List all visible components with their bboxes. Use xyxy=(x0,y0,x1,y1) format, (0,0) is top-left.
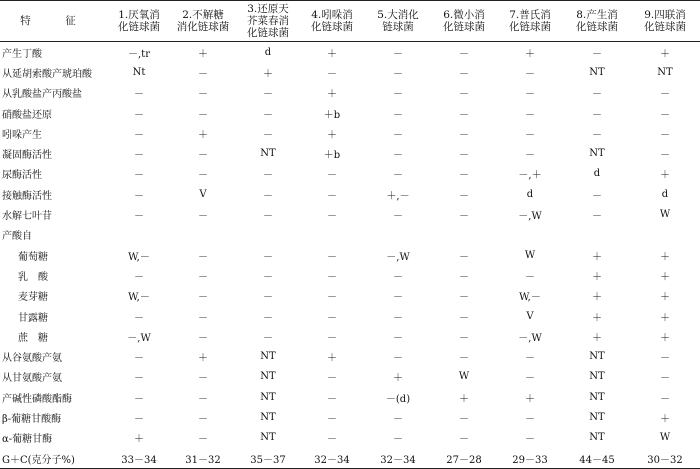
table-cell: － xyxy=(660,353,670,365)
row-label: β-葡糖甘酸酶 xyxy=(2,413,62,425)
table-cell: － xyxy=(592,211,602,223)
table-cell: NT xyxy=(260,411,276,423)
column-header-species-5: 5.大消化 链球菌 xyxy=(364,1,432,42)
table-cell: ＋ xyxy=(660,332,670,344)
table-cell: － xyxy=(393,129,403,141)
table-cell: ＋,－ xyxy=(386,190,410,202)
table-cell: － xyxy=(198,150,208,162)
table-cell: － xyxy=(459,292,469,304)
table-cell: － xyxy=(263,190,273,202)
row-label: 从甘氨酸产氨 xyxy=(2,373,62,385)
table-cell: － xyxy=(263,109,273,121)
table-row xyxy=(0,143,700,163)
table-row xyxy=(0,42,700,63)
table-cell xyxy=(364,225,432,245)
table-cell: V xyxy=(199,188,207,200)
table-cell: － xyxy=(393,271,403,283)
table-cell: － xyxy=(592,190,602,202)
table-cell xyxy=(236,225,300,245)
table-cell: － xyxy=(134,89,144,101)
table-cell xyxy=(564,225,630,245)
table-cell: － xyxy=(134,353,144,365)
table-row xyxy=(0,367,700,387)
table-cell: － xyxy=(459,251,469,263)
table-row xyxy=(0,164,700,184)
table-cell: d xyxy=(661,188,669,200)
table-row xyxy=(0,103,700,123)
row-label: 尿酶活性 xyxy=(2,170,42,182)
table-cell: ＋ xyxy=(660,170,670,182)
table-row xyxy=(0,346,700,366)
table-cell: － xyxy=(660,393,670,405)
table-cell: －,＋ xyxy=(518,170,542,182)
table-cell: ＋ xyxy=(660,251,670,263)
table-cell: 33－34 xyxy=(108,448,170,469)
table-cell: － xyxy=(393,68,403,80)
table-cell: － xyxy=(327,190,337,202)
row-label: 产碱性磷酸酯酶 xyxy=(2,393,72,405)
table-cell: － xyxy=(327,434,337,446)
table-cell: － xyxy=(525,109,535,121)
column-header-species-4: 4.吲哚消 化链球菌 xyxy=(300,1,364,42)
table-cell: － xyxy=(393,353,403,365)
table-row xyxy=(0,83,700,103)
table-cell: d xyxy=(264,46,272,58)
table-cell: － xyxy=(525,373,535,385)
table-cell: － xyxy=(327,68,337,80)
table-cell: － xyxy=(134,190,144,202)
table-cell: 32－34 xyxy=(300,448,364,469)
table-cell: － xyxy=(525,353,535,365)
table-cell: NT xyxy=(589,351,605,363)
table-cell: ＋ xyxy=(198,129,208,141)
table-cell: －(d) xyxy=(385,393,411,405)
row-label: 从乳酸盐产丙酸盐 xyxy=(2,89,82,101)
table-cell: － xyxy=(263,89,273,101)
table-cell xyxy=(108,225,170,245)
table-cell: － xyxy=(327,292,337,304)
table-cell: ＋ xyxy=(198,353,208,365)
table-cell: － xyxy=(592,89,602,101)
table-cell: － xyxy=(459,434,469,446)
table-cell: － xyxy=(263,312,273,324)
table-cell: － xyxy=(459,413,469,425)
table-cell: ＋ xyxy=(660,312,670,324)
table-cell: W,－ xyxy=(519,292,541,304)
table-cell: － xyxy=(134,109,144,121)
table-cell xyxy=(496,225,564,245)
table-cell: ＋b xyxy=(323,150,341,162)
column-header-species-2: 2.不解糖 消化链球菌 xyxy=(170,1,236,42)
table-cell: NT xyxy=(657,66,673,78)
table-cell: － xyxy=(198,312,208,324)
table-cell: － xyxy=(459,211,469,223)
table-cell: W xyxy=(524,249,536,261)
table-cell: － xyxy=(198,413,208,425)
table-cell: ＋ xyxy=(327,89,337,101)
table-row xyxy=(0,407,700,427)
table-cell: － xyxy=(393,292,403,304)
table-cell: 30－32 xyxy=(630,448,700,469)
table-cell: W xyxy=(458,371,470,383)
table-cell: － xyxy=(393,413,403,425)
table-cell: ＋ xyxy=(592,251,602,263)
table-cell: － xyxy=(263,211,273,223)
table-cell: － xyxy=(525,150,535,162)
table-cell: － xyxy=(592,109,602,121)
table-cell: NT xyxy=(589,66,605,78)
row-label: 产酸自 xyxy=(2,231,32,243)
table-cell: － xyxy=(459,190,469,202)
table-cell: － xyxy=(393,109,403,121)
table-cell: ＋ xyxy=(393,373,403,385)
table-cell: － xyxy=(327,393,337,405)
table-cell: －,W xyxy=(518,211,542,223)
table-cell: － xyxy=(263,292,273,304)
row-label: 蔗 糖 xyxy=(18,332,48,344)
table-cell: － xyxy=(525,129,535,141)
table-cell: － xyxy=(393,89,403,101)
table-row xyxy=(0,387,700,407)
table-cell: － xyxy=(459,68,469,80)
table-cell: － xyxy=(134,170,144,182)
table-cell: － xyxy=(198,170,208,182)
table-row xyxy=(0,204,700,224)
table-cell: 35－37 xyxy=(236,448,300,469)
table-cell: － xyxy=(660,150,670,162)
table-cell: ＋ xyxy=(327,353,337,365)
table-row xyxy=(0,184,700,204)
table-cell: ＋ xyxy=(660,292,670,304)
table-row xyxy=(0,286,700,306)
table-cell: － xyxy=(660,109,670,121)
table-cell: － xyxy=(592,129,602,141)
table-cell: ＋ xyxy=(592,271,602,283)
table-row xyxy=(0,428,700,448)
table-cell: － xyxy=(393,48,403,60)
table-row xyxy=(0,225,700,245)
column-header-species-3: 3.还原天 芥菜春消 化链球菌 xyxy=(236,1,300,42)
table-cell: － xyxy=(327,312,337,324)
table-cell: 29－33 xyxy=(496,448,564,469)
table-cell: － xyxy=(134,150,144,162)
table-cell: 31－32 xyxy=(170,448,236,469)
column-header-feature: 特 征 xyxy=(0,1,108,42)
table-cell: ＋ xyxy=(660,413,670,425)
table-cell: 44－45 xyxy=(564,448,630,469)
table-row xyxy=(0,123,700,143)
table-cell: NT xyxy=(589,148,605,160)
row-label: 甘露糖 xyxy=(18,312,48,324)
row-label: 产生丁酸 xyxy=(2,48,42,60)
table-cell: － xyxy=(198,292,208,304)
table-cell: d xyxy=(526,188,534,200)
table-cell: W xyxy=(659,432,671,444)
table-cell: － xyxy=(327,170,337,182)
table-cell: － xyxy=(459,129,469,141)
table-cell: W,－ xyxy=(128,292,150,304)
table-cell: － xyxy=(134,373,144,385)
table-cell: － xyxy=(459,353,469,365)
table-cell: ＋ xyxy=(134,434,144,446)
table-cell: Nt xyxy=(132,66,146,78)
table-cell: － xyxy=(263,251,273,263)
table-cell: d xyxy=(593,168,601,180)
table-cell: － xyxy=(393,150,403,162)
table-cell: － xyxy=(459,150,469,162)
table-cell: ＋ xyxy=(198,48,208,60)
table-cell: － xyxy=(198,434,208,446)
row-label: 从延胡索酸产琥珀酸 xyxy=(2,68,92,80)
table-cell: － xyxy=(134,211,144,223)
table-row xyxy=(0,306,700,326)
header-row xyxy=(0,1,700,42)
table-cell: NT xyxy=(589,371,605,383)
row-label: 水解七叶苷 xyxy=(2,211,52,223)
table-cell: － xyxy=(393,312,403,324)
table-cell: － xyxy=(327,373,337,385)
table-cell: ＋ xyxy=(660,48,670,60)
table-cell: － xyxy=(393,434,403,446)
table-cell: －,tr xyxy=(128,48,150,60)
table-cell: － xyxy=(393,211,403,223)
table-cell: V xyxy=(526,310,534,322)
table-cell: NT xyxy=(589,432,605,444)
table-cell xyxy=(432,225,496,245)
table-cell: － xyxy=(393,332,403,344)
table-cell: ＋ xyxy=(525,48,535,60)
table-cell: － xyxy=(660,373,670,385)
table-cell: － xyxy=(327,332,337,344)
table-cell: ＋ xyxy=(459,393,469,405)
table-row xyxy=(0,245,700,265)
table-cell: － xyxy=(393,170,403,182)
table-cell: － xyxy=(459,271,469,283)
table-cell: NT xyxy=(260,371,276,383)
table-body xyxy=(0,42,700,469)
table-cell: － xyxy=(525,434,535,446)
table-cell: － xyxy=(525,68,535,80)
table-cell: － xyxy=(459,312,469,324)
table-cell: ＋ xyxy=(263,68,273,80)
table-cell: － xyxy=(134,393,144,405)
table-cell: － xyxy=(263,271,273,283)
table-cell: － xyxy=(327,271,337,283)
table-cell: NT xyxy=(260,351,276,363)
table-cell: － xyxy=(134,312,144,324)
table-cell: － xyxy=(263,332,273,344)
table-cell: － xyxy=(459,109,469,121)
table-cell: － xyxy=(327,413,337,425)
table-cell: －,W xyxy=(386,251,410,263)
table-cell: NT xyxy=(260,148,276,160)
table-cell: NT xyxy=(589,411,605,423)
table-cell xyxy=(170,225,236,245)
table-row xyxy=(0,265,700,285)
row-label: 麦芽糖 xyxy=(18,292,48,304)
row-label: 接触酶活性 xyxy=(2,190,52,202)
table-cell: － xyxy=(592,48,602,60)
row-label: α-葡糖甘酶 xyxy=(2,434,53,446)
table-cell: 27－28 xyxy=(432,448,496,469)
table-cell: －,W xyxy=(127,332,151,344)
table-cell: － xyxy=(198,251,208,263)
table-cell xyxy=(630,225,700,245)
table-cell: NT xyxy=(589,391,605,403)
column-header-species-7: 7.普氏消 化链球菌 xyxy=(496,1,564,42)
table-cell: NT xyxy=(260,432,276,444)
row-label: 吲哚产生 xyxy=(2,129,42,141)
table-cell: － xyxy=(134,413,144,425)
table-cell: － xyxy=(198,393,208,405)
table-cell: － xyxy=(327,251,337,263)
table-cell: ＋ xyxy=(592,312,602,324)
table-cell: ＋b xyxy=(323,109,341,121)
row-label: G＋C(克分子%) xyxy=(0,448,108,469)
table-cell: － xyxy=(263,170,273,182)
row-label: 乳 酸 xyxy=(18,271,48,283)
table-cell: ＋ xyxy=(327,129,337,141)
table-cell: － xyxy=(525,89,535,101)
table-cell: － xyxy=(459,170,469,182)
table-row xyxy=(0,62,700,82)
table-cell: 32－34 xyxy=(364,448,432,469)
table-cell: － xyxy=(660,89,670,101)
table-cell: － xyxy=(459,89,469,101)
row-label: 凝固酶活性 xyxy=(2,150,52,162)
table-cell: － xyxy=(198,89,208,101)
table-cell: ＋ xyxy=(525,393,535,405)
table-cell: － xyxy=(134,271,144,283)
table-cell: － xyxy=(660,129,670,141)
row-label: 硝酸盐还原 xyxy=(2,109,52,121)
table-cell: － xyxy=(459,48,469,60)
table-cell: ＋ xyxy=(592,292,602,304)
table-cell: NT xyxy=(260,391,276,403)
table-row xyxy=(0,326,700,346)
table-cell: － xyxy=(198,373,208,385)
table-cell: ＋ xyxy=(327,48,337,60)
table-cell: －,W xyxy=(518,332,542,344)
table-cell: W xyxy=(659,209,671,221)
table-cell xyxy=(300,225,364,245)
table-cell: － xyxy=(198,332,208,344)
table-header xyxy=(0,1,700,42)
table-cell: － xyxy=(134,129,144,141)
column-header-species-1: 1.厌氧消 化链球菌 xyxy=(108,1,170,42)
row-label: 从谷氨酸产氨 xyxy=(2,353,62,365)
table-cell: － xyxy=(525,271,535,283)
table-cell: ＋ xyxy=(660,271,670,283)
table-cell: － xyxy=(198,211,208,223)
table-cell: － xyxy=(525,413,535,425)
table-cell: ＋ xyxy=(592,332,602,344)
column-header-species-6: 6.微小消 化链球菌 xyxy=(432,1,496,42)
table-cell: － xyxy=(263,129,273,141)
row-label: 葡萄糖 xyxy=(18,251,48,263)
table-row xyxy=(0,448,700,469)
table-cell: － xyxy=(327,211,337,223)
table-cell: － xyxy=(459,332,469,344)
column-header-species-9: 9.四联消 化链球菌 xyxy=(630,1,700,42)
column-header-species-8: 8.产生消 化链球菌 xyxy=(564,1,630,42)
table-cell: － xyxy=(198,109,208,121)
table-cell: － xyxy=(198,271,208,283)
table-cell: W,－ xyxy=(128,251,150,263)
table-cell: － xyxy=(198,68,208,80)
